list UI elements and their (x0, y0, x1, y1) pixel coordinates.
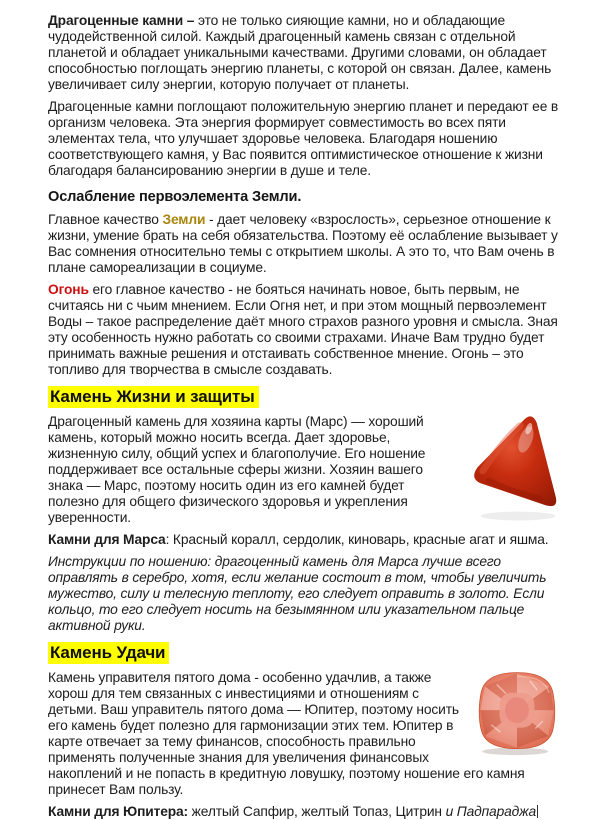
jupiter-paragraph-text: Камень управителя пятого дома - особенно удачлив, а также хорош для тем связанных с инвестициями и отношениям с детьми. Ваш управитель пятого дома — Юпитер, поэтому носить его камень будет полезно для гармонизации этих тем. Юпитер в карте отвечает за тему финансов, способность правильно применять полученные знания для увеличения финансовых накоплений и не попасть в кредитную ловушку, поэтому ношение его камня принесет Вам пользу. (48, 670, 525, 797)
earth-lead: Главное качество (48, 212, 163, 227)
jupiter-stones-italic-tail: и Падпараджа (445, 804, 536, 819)
mars-stones-label: Камни для Марса (48, 532, 166, 547)
jupiter-paragraph[interactable] (48, 670, 559, 798)
earth-text: - дает человеку «взрослость», серьезное отношение к жизни, умение брать на себя обязательства. Поэтому её ослабление вызывает у Вас сомнения относительно темы с открытием школы. А это то, что Вам очень в плане самореализации в социуме. (48, 212, 558, 275)
fire-word: Огонь (48, 282, 89, 297)
luck-stone-heading[interactable] (48, 643, 559, 663)
fire-paragraph[interactable] (48, 282, 559, 378)
mars-stones-line[interactable] (48, 532, 559, 548)
absorb-paragraph[interactable]: Драгоценные камни поглощают положительную энергию планет и передают ее в организм человека. Эта энергия формирует совместимость во всех пяти элементах тела, что улучшает здоровье человека. Благодаря ношению соответствующего камня, у Вас появится оптимистическое отношение к жизни благодаря балансированию энергии в душе и теле. (48, 99, 559, 178)
weakening-heading[interactable]: Ослабление первоэлемента Земли. (48, 189, 302, 205)
mars-paragraph[interactable] (48, 414, 559, 526)
jupiter-stones-text: желтый Сапфир, желтый Топаз, Цитрин (188, 804, 446, 819)
wearing-instructions[interactable]: Инструкции по ношению: драгоценный камень для Марса лучше всего оправлять в серебро, хотя, если желание состоит в том, чтобы увеличить мужество, силу и телесную теплоту, его следует оправить в золото. Если кольцо, то его следует носить на безымянном или указательном пальце активной руки. (48, 554, 547, 633)
jupiter-stones-label: Камни для Юпитера: (48, 804, 188, 819)
earth-word: Земли (162, 212, 206, 227)
life-stone-heading[interactable] (48, 387, 559, 407)
mars-paragraph-text: Драгоценный камень для хозяина карты (Марс) — хороший камень, который можно носить всегда. Дает здоровье, жизненную силу, общий успех и благополучие. Его ношение поддерживает все остальные сферы жизни. Хозяин вашего знака — Марс, поэтому носить один из его камней будет полезно для общего физического здоровья и укрепления уверенности. (48, 414, 426, 525)
jupiter-stones-line[interactable] (48, 804, 559, 820)
earth-paragraph[interactable] (48, 212, 559, 276)
mars-stones-text: : Красный коралл, сердолик, киноварь, красные агат и яшма. (165, 532, 549, 547)
intro-paragraph[interactable] (48, 13, 559, 93)
intro-text: это не только сияющие камни, но и обладающие чудодейственной силой. Каждый драгоценный камень связан с отдельной планетой и обладает уникальными качествами. Другими словами, он обладает способностью поглощать энергию планеты, с которой он связан. Далее, камень увеличивает силу энергии, которую получает от планеты. (48, 13, 552, 92)
luck-stone-heading-highlight: Камень Удачи (48, 642, 169, 664)
red-coral-stone-image (467, 408, 575, 522)
life-stone-heading-highlight: Камень Жизни и защиты (48, 386, 259, 408)
text-caret (537, 805, 538, 818)
padparadscha-stone-image (471, 668, 563, 756)
intro-lead: Драгоценные камни – (48, 13, 198, 28)
fire-text: его главное качество - не бояться начинать новое, быть первым, не считаясь ни с чьим мнением. Если Огня нет, и при этом мощный первоэлемент Воды – такое распределение даёт много страхов разного уровня и смысла. Зная эту особенность нужно работать со своими страхами. Иначе Вам трудно будет принимать важные решения и отстаивать собственное мнение. Огонь – это топливо для творчества в смысле создавать. (48, 282, 558, 377)
